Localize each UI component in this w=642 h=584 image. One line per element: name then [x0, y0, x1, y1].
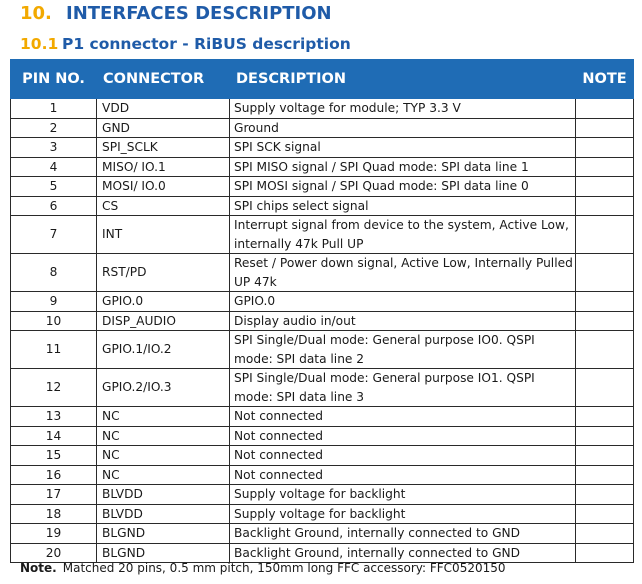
table-row: [11, 311, 634, 331]
note-cell: [576, 254, 634, 292]
pin-cell: 14: [11, 426, 97, 446]
table-row: [11, 485, 634, 505]
note-cell: [576, 138, 634, 158]
connector-cell: GPIO.2/IO.3: [97, 369, 230, 407]
table-row: [11, 254, 634, 292]
note-cell: [576, 196, 634, 216]
note-cell: [576, 465, 634, 485]
footnote-label: Note.: [20, 561, 57, 575]
connector-cell: RST/PD: [97, 254, 230, 292]
table-row: [11, 426, 634, 446]
pin-cell: 13: [11, 407, 97, 427]
note-cell: [576, 292, 634, 312]
description-cell: Supply voltage for backlight: [230, 485, 576, 505]
note-cell: [576, 524, 634, 544]
table-row: [11, 118, 634, 138]
table-row: [11, 369, 634, 407]
description-cell: Interrupt signal from device to the system, Active Low, internally 47k Pull UP: [230, 216, 576, 254]
connector-cell: GND: [97, 118, 230, 138]
note-cell: [576, 216, 634, 254]
section-number: 10.: [20, 2, 52, 24]
description-cell: Not connected: [230, 407, 576, 427]
note-cell: [576, 407, 634, 427]
note-cell: [576, 99, 634, 119]
footnote: [20, 561, 506, 575]
pin-cell: 17: [11, 485, 97, 505]
note-cell: [576, 311, 634, 331]
description-cell: Ground: [230, 118, 576, 138]
table-row: [11, 465, 634, 485]
description-cell: Not connected: [230, 465, 576, 485]
pin-cell: 11: [11, 331, 97, 369]
note-cell: [576, 118, 634, 138]
description-cell: SPI SCK signal: [230, 138, 576, 158]
header-note: NOTE: [576, 60, 634, 99]
table-body: [11, 99, 634, 563]
note-cell: [576, 426, 634, 446]
table-row: [11, 543, 634, 563]
note-cell: [576, 369, 634, 407]
connector-cell: BLGND: [97, 524, 230, 544]
connector-cell: BLGND: [97, 543, 230, 563]
pin-cell: 10: [11, 311, 97, 331]
table-row: [11, 157, 634, 177]
description-cell: SPI Single/Dual mode: General purpose IO0. QSPI mode: SPI data line 2: [230, 331, 576, 369]
connector-cell: MOSI/ IO.0: [97, 177, 230, 197]
connector-cell: GPIO.1/IO.2: [97, 331, 230, 369]
header-description: DESCRIPTION: [230, 60, 576, 99]
note-cell: [576, 446, 634, 466]
note-cell: [576, 157, 634, 177]
description-cell: SPI MISO signal / SPI Quad mode: SPI data line 1: [230, 157, 576, 177]
pin-cell: 20: [11, 543, 97, 563]
pin-cell: 5: [11, 177, 97, 197]
header-connector: CONNECTOR: [97, 60, 230, 99]
pin-cell: 18: [11, 504, 97, 524]
pin-cell: 12: [11, 369, 97, 407]
description-cell: Backlight Ground, internally connected to GND: [230, 524, 576, 544]
subsection-title: P1 connector - RiBUS description: [62, 35, 351, 53]
connector-cell: NC: [97, 407, 230, 427]
header-pin-no: PIN NO.: [11, 60, 97, 99]
description-cell: SPI MOSI signal / SPI Quad mode: SPI data line 0: [230, 177, 576, 197]
description-cell: Not connected: [230, 446, 576, 466]
connector-cell: NC: [97, 446, 230, 466]
table-row: [11, 407, 634, 427]
description-cell: Not connected: [230, 426, 576, 446]
description-cell: Supply voltage for module; TYP 3.3 V: [230, 99, 576, 119]
pinout-table: [10, 59, 634, 563]
note-cell: [576, 177, 634, 197]
subsection-number: 10.1: [20, 35, 59, 53]
pin-cell: 15: [11, 446, 97, 466]
table-row: [11, 524, 634, 544]
note-cell: [576, 331, 634, 369]
note-cell: [576, 543, 634, 563]
description-cell: GPIO.0: [230, 292, 576, 312]
connector-cell: VDD: [97, 99, 230, 119]
table-row: [11, 446, 634, 466]
section-heading: [20, 2, 332, 24]
note-cell: [576, 504, 634, 524]
table-row: [11, 196, 634, 216]
description-cell: Reset / Power down signal, Active Low, Internally Pulled UP 47k: [230, 254, 576, 292]
table-row: [11, 216, 634, 254]
connector-cell: DISP_AUDIO: [97, 311, 230, 331]
description-cell: SPI Single/Dual mode: General purpose IO1. QSPI mode: SPI data line 3: [230, 369, 576, 407]
footnote-text: Matched 20 pins, 0.5 mm pitch, 150mm long FFC accessory: FFC0520150: [62, 561, 506, 575]
description-cell: Display audio in/out: [230, 311, 576, 331]
connector-cell: INT: [97, 216, 230, 254]
note-cell: [576, 485, 634, 505]
pin-cell: 8: [11, 254, 97, 292]
table-row: [11, 504, 634, 524]
table-row: [11, 177, 634, 197]
table-header-row: [11, 60, 634, 99]
subsection-heading: [20, 34, 351, 54]
connector-cell: NC: [97, 426, 230, 446]
table-row: [11, 138, 634, 158]
table-row: [11, 292, 634, 312]
pin-cell: 4: [11, 157, 97, 177]
section-title: INTERFACES DESCRIPTION: [66, 2, 332, 24]
connector-cell: NC: [97, 465, 230, 485]
connector-cell: BLVDD: [97, 504, 230, 524]
description-cell: Backlight Ground, internally connected to GND: [230, 543, 576, 563]
pin-cell: 3: [11, 138, 97, 158]
connector-cell: GPIO.0: [97, 292, 230, 312]
pin-cell: 19: [11, 524, 97, 544]
connector-cell: MISO/ IO.1: [97, 157, 230, 177]
pin-cell: 1: [11, 99, 97, 119]
table-row: [11, 331, 634, 369]
pin-cell: 2: [11, 118, 97, 138]
description-cell: Supply voltage for backlight: [230, 504, 576, 524]
connector-cell: SPI_SCLK: [97, 138, 230, 158]
table-row: [11, 99, 634, 119]
connector-cell: CS: [97, 196, 230, 216]
connector-cell: BLVDD: [97, 485, 230, 505]
pin-cell: 16: [11, 465, 97, 485]
pin-cell: 7: [11, 216, 97, 254]
pin-cell: 6: [11, 196, 97, 216]
pin-cell: 9: [11, 292, 97, 312]
description-cell: SPI chips select signal: [230, 196, 576, 216]
